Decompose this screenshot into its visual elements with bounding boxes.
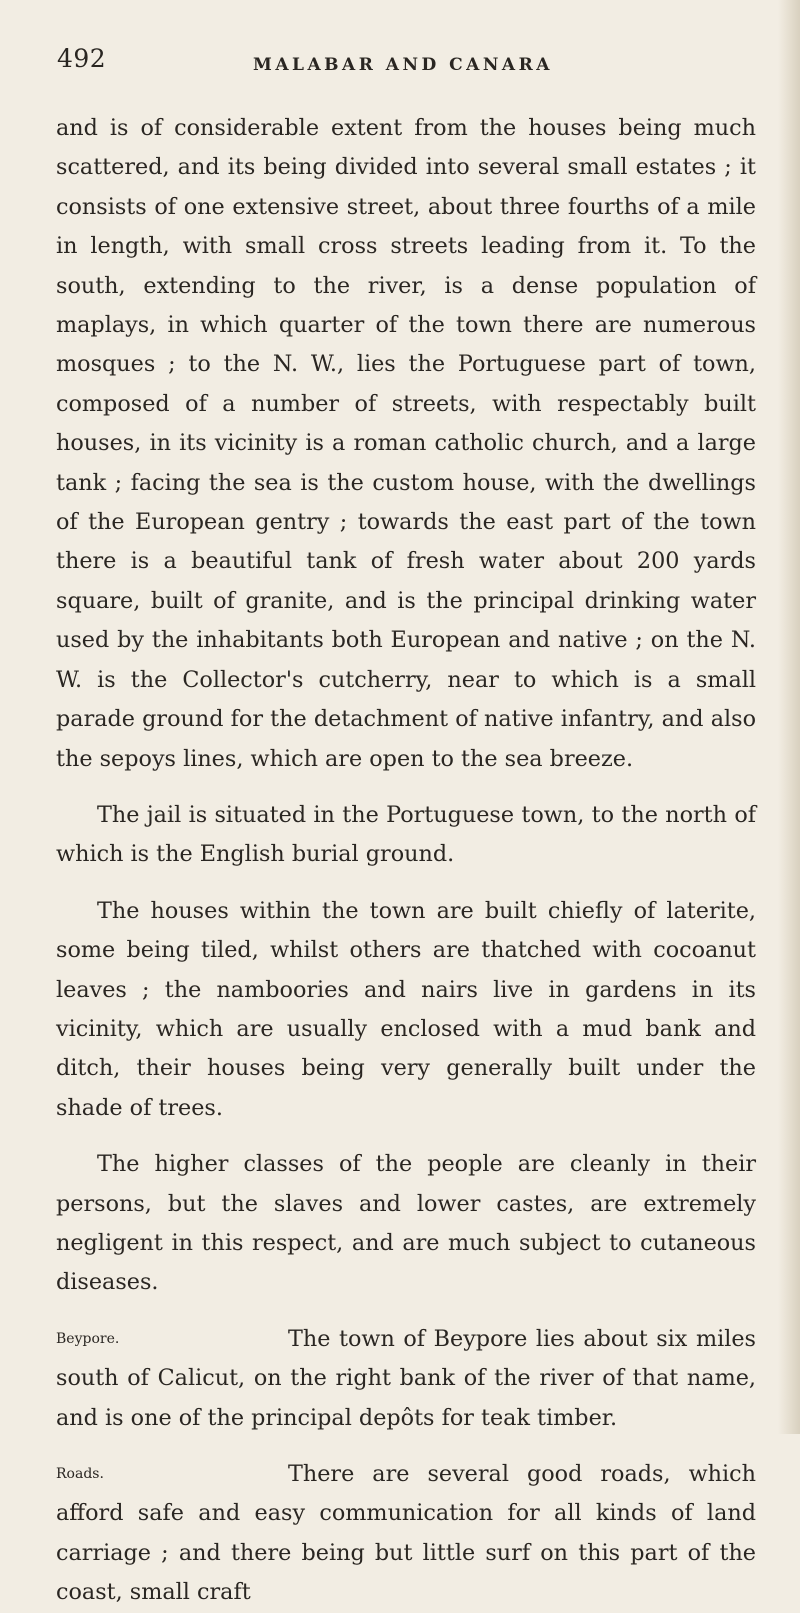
paragraph-classes: The higher classes of the people are cleanly in their persons, but the slaves and lower castes, are extremely negligent in this respect, and are much subject to cutaneous diseases.: [56, 1151, 756, 1296]
paragraph-roads: There are several good roads, which afford safe and easy communication for all kinds of land carriage ; and there being but little surf on this part of the coast, small craft: [56, 1461, 756, 1606]
paragraph-town-description: and is of considerable extent from the houses being much scattered, and its being divided into several small estates ; it consists of one extensive street, about three fourths of a mile in length, with small cross streets leading from it. To the south, extending to the river, is a dense population of maplays, in which quarter of the town there are numerous mosques ; to the N. W., lies the Portuguese part of town, composed of a number of streets, with respectably built houses, in its vicinity is a roman catholic church, and a large tank ; facing the sea is the custom house, with the dwellings of the European gentry ; towards the east part of the town there is a beautiful tank of fresh water about 200 yards square, built of granite, and is the principal drinking water used by the inhabitants both European and native ; on the N. W. is the Collector's cutcherry, near to which is a small parade ground for the detachment of native infantry, and also the sepoys lines, which are open to the sea breeze.: [56, 115, 756, 772]
section-beypore: [56, 1320, 756, 1438]
section-roads: [56, 1455, 756, 1613]
side-note-roads: Roads.: [56, 1466, 104, 1482]
page-header: [0, 44, 800, 84]
paragraph-jail: The jail is situated in the Portuguese town, to the north of which is the English burial ground.: [56, 801, 756, 868]
running-head: MALABAR AND CANARA: [253, 55, 553, 75]
side-note-beypore: Beypore.: [56, 1330, 120, 1347]
page-number: 492: [57, 44, 107, 73]
paragraph-houses: The houses within the town are built chiefly of laterite, some being tiled, whilst others are thatched with cocoanut leaves ; the namboories and nairs live in gardens in its vicinity, which are usually enclosed with a mud bank and ditch, their houses being very generally built under the shade of trees.: [56, 897, 756, 1121]
paragraph-beypore: The town of Beypore lies about six miles south of Calicut, on the right bank of the river of that name, and is one of the principal depôts for teak timber.: [56, 1325, 756, 1431]
page-edge-shadow: [778, 0, 800, 1434]
body-text: [56, 109, 756, 1613]
